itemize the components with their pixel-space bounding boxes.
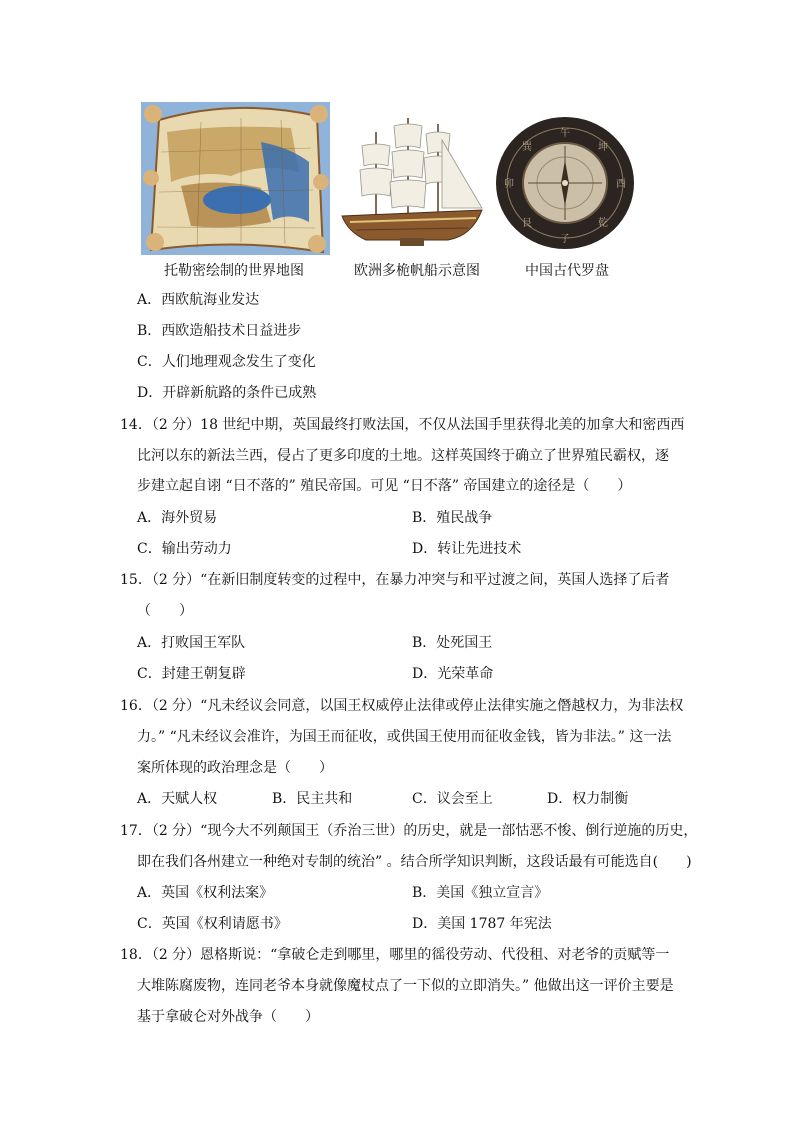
compass-glyph: 午 bbox=[560, 128, 570, 139]
compass-glyph: 坤 bbox=[598, 142, 608, 153]
q14-stem-line-1: 14．（2 分）18 世纪中期，英国最终打败法国，不仅从法国手里获得北美的加拿大和密西西 bbox=[120, 417, 685, 433]
q18-stem-line-1: 18．（2 分）恩格斯说：“拿破仑走到哪里，哪里的徭役劳动、代役租、对老爷的贡赋等一 bbox=[120, 947, 670, 963]
q14-stem-line-3: 步建立起自诩 “日不落的” 殖民帝国。可见 “日不落” 帝国建立的途径是（ ） bbox=[137, 478, 632, 494]
compass-glyph: 艮 bbox=[522, 218, 532, 229]
q17-option-c: C．英国《权利请愿书》 bbox=[137, 916, 288, 932]
q16-stem-line-3: 案所体现的政治理念是（ ） bbox=[137, 760, 333, 776]
q18-stem-line-3: 基于拿破仑对外战争（ ） bbox=[137, 1009, 319, 1025]
q13-option-d: D．开辟新航路的条件已成熟 bbox=[137, 385, 317, 401]
sailing-ship-illustration bbox=[336, 112, 488, 252]
q16-option-d: D．权力制衡 bbox=[547, 791, 629, 807]
q13-option-c: C．人们地理观念发生了变化 bbox=[137, 354, 316, 370]
q14-option-c: C．输出劳动力 bbox=[137, 541, 232, 557]
q16-stem-line-1: 16．（2 分）“凡未经议会同意，以国王权威停止法律或停止法律实施之僭越权力，为非法权 bbox=[120, 698, 684, 714]
q17-option-d: D．美国 1787 年宪法 bbox=[412, 916, 552, 932]
compass-glyph: 乾 bbox=[598, 218, 608, 229]
chinese-compass-image bbox=[494, 116, 636, 251]
q17-option-b: B．美国《独立宣言》 bbox=[412, 885, 549, 901]
q14-stem-line-2: 比河以东的新法兰西，侵占了更多印度的土地。这样英国终于确立了世界殖民霸权，逐 bbox=[137, 448, 669, 464]
q13-option-a: A．西欧航海业发达 bbox=[137, 292, 260, 308]
world-map-illustration bbox=[141, 102, 330, 255]
q16-stem-line-2: 力。” “凡未经议会准许，为国王而征收，或供国王使用而征收金钱，皆为非法。” 这一法 bbox=[137, 729, 672, 745]
q17-stem-line-2: 即在我们各州建立一种绝对专制的统治” 。结合所学知识判断，这段话最有可能选自( ) bbox=[137, 854, 692, 870]
q17-option-a: A．英国《权利法案》 bbox=[137, 885, 274, 901]
compass-glyph: 卯 bbox=[504, 179, 514, 190]
q17-stem-line-1: 17．（2 分）“现今大不列颠国王（乔治三世）的历史，就是一部怙恶不悛、倒行逆施的历史， bbox=[120, 823, 698, 839]
compass-glyph: 子 bbox=[560, 234, 570, 245]
q13-option-b: B．西欧造船技术日益进步 bbox=[137, 323, 302, 339]
q15-stem-line-2: （ ） bbox=[137, 603, 193, 619]
q14-option-b: B．殖民战争 bbox=[412, 510, 493, 526]
q15-option-a: A．打败国王军队 bbox=[137, 635, 246, 651]
q14-option-d: D．转让先进技术 bbox=[412, 541, 522, 557]
sailing-ship-image bbox=[336, 112, 488, 252]
ptolemy-world-map-image bbox=[141, 102, 330, 255]
compass-glyph: 酉 bbox=[616, 179, 626, 190]
figure-caption-map: 托勒密绘制的世界地图 bbox=[164, 263, 304, 279]
q16-option-c: C．议会至上 bbox=[412, 791, 493, 807]
compass-illustration bbox=[494, 116, 636, 251]
q14-option-a: A．海外贸易 bbox=[137, 510, 218, 526]
q16-option-a: A．天赋人权 bbox=[137, 791, 218, 807]
compass-glyph: 巽 bbox=[522, 142, 532, 153]
figure-caption-compass: 中国古代罗盘 bbox=[525, 263, 609, 279]
q15-stem-line-1: 15．（2 分）“在新旧制度转变的过程中，在暴力冲突与和平过渡之间，英国人选择了后者 bbox=[120, 572, 670, 588]
q15-option-b: B．处死国王 bbox=[412, 635, 493, 651]
q16-option-b: B．民主共和 bbox=[272, 791, 353, 807]
q15-option-d: D．光荣革命 bbox=[412, 666, 494, 682]
q15-option-c: C．封建王朝复辟 bbox=[137, 666, 246, 682]
figure-caption-ship: 欧洲多桅帆船示意图 bbox=[354, 263, 480, 279]
q18-stem-line-2: 大堆陈腐废物，连同老爷本身就像魔杖点了一下似的立即消失。” 他做出这一评价主要是 bbox=[137, 978, 674, 994]
